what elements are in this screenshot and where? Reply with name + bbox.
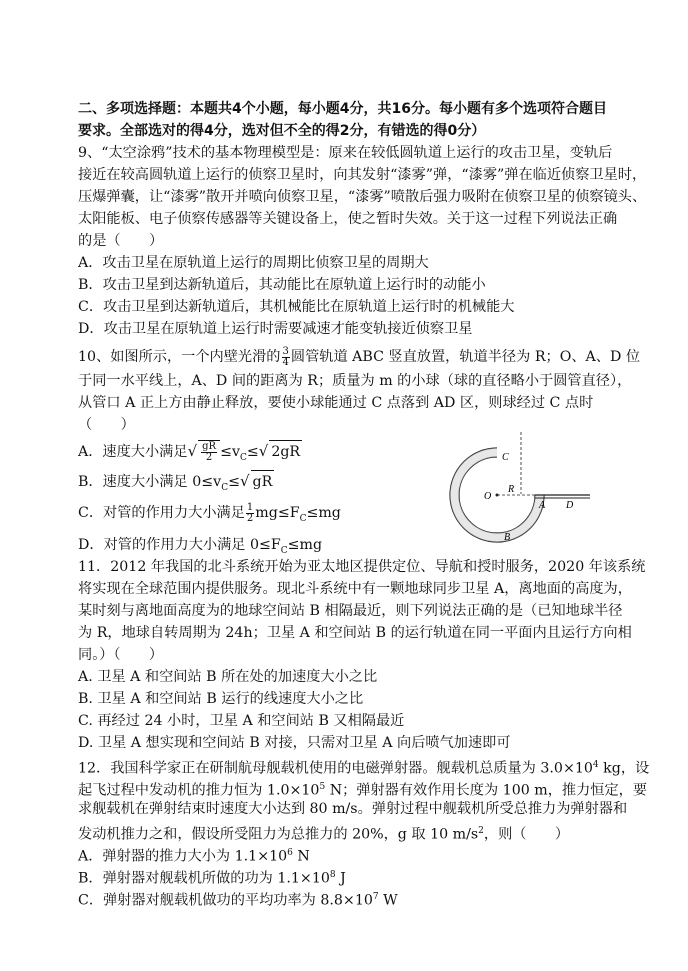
q9-option-d: D．攻击卫星在原轨道上运行时需要减速才能变轨接近侦察卫星: [78, 321, 473, 337]
label-o: O: [484, 491, 492, 502]
q10-option-a-frac-den: 2: [205, 451, 213, 463]
q10-option-b-label: B．速度大小满足 0≤v: [78, 474, 222, 490]
q12-option-c: [78, 886, 398, 912]
sqrt-icon: √: [187, 442, 198, 460]
q11-option-b: B. 卫星 A 和空间站 B 运行的线速度大小之比: [78, 691, 364, 707]
q10-option-b-le: ≤: [228, 474, 240, 490]
q9-stem-line3: 压爆弹囊，让“漆雾”散开并喷向侦察卫星，“漆雾”喷散后强力吸附在侦察卫星的侦察镜头、: [78, 189, 647, 205]
q12-l4-post: ，则（ ）: [483, 826, 570, 843]
q10-option-c-sub: C: [299, 513, 307, 524]
q12-option-b-pre: B．弹射器对舰载机所做的功为 1.1×10: [78, 870, 330, 887]
q9-stem-line5: 的是（ ）: [78, 233, 164, 249]
q12-stem-line3: 求舰载机在弹射结束时速度大小达到 80 m/s。弹射过程中舰载机所受总推力为弹射器和: [78, 801, 628, 817]
q12-option-c-sup: 7: [372, 892, 379, 902]
label-d: D: [566, 500, 574, 511]
q12-l2-sup: 5: [319, 782, 326, 792]
q9-stem-line2: 接近在较高圆轨道上运行的侦察卫星时，向其发射“漆雾”弹，“漆雾”弹在临近侦察卫星时，: [78, 167, 647, 183]
q10-frac-den: 4: [282, 356, 289, 368]
q10-option-a-le: ≤: [246, 444, 259, 460]
q10-option-b: [78, 470, 274, 499]
q11-stem-line1: 11．2012 年我国的北斗系统开始为亚太地区提供定位、导航和授时服务，2020 年该系统: [78, 559, 646, 575]
q11-stem-line5: 同。）（ ）: [78, 647, 164, 663]
q9-option-a: A．攻击卫星在原轨道上运行的周期比侦察卫星的周期大: [78, 255, 429, 271]
q9-option-b: B．攻击卫星到达新轨道后，其动能比在原轨道上运行时的动能小: [78, 277, 486, 293]
q12-l4-pre: 发动机推力之和，假设所受阻力为总推力的 20%，g 取 10 m/s: [78, 826, 479, 843]
q10-fraction: [282, 347, 290, 368]
q10-option-c-frac: [246, 503, 254, 524]
q10-option-b-sub: C: [221, 482, 229, 493]
q12-option-a-pre: A．弹射器的推力大小为 1.1×10: [78, 848, 288, 865]
q11-option-d: D. 卫星 A 想实现和空间站 B 对接，只需对卫星 A 向后喷气加速即可: [78, 735, 511, 751]
q10-option-d-sub: C: [280, 545, 288, 556]
q10-option-c-mid: mg≤F: [255, 505, 300, 521]
q12-l4-sup: 2: [478, 826, 484, 836]
q10-option-d-post: ≤mg: [287, 537, 323, 553]
q10-figure: [440, 430, 600, 555]
label-c: C: [502, 452, 509, 463]
label-a: A: [539, 500, 546, 511]
q10-stem-line4: （ ）: [78, 417, 135, 433]
q10-stem-line2: 于同一水平线上，A、D 间的距离为 R；质量为 m 的小球（球的直径略小于圆管直径），: [78, 373, 632, 389]
q10-option-c-frac-den: 2: [246, 512, 254, 524]
q10-option-b-rad: gR: [251, 470, 275, 493]
q10-option-d-label: D．对管的作用力大小满足 0≤F: [78, 537, 281, 553]
q9-stem-line1: 9、“太空涂鸦”技术的基本物理模型是：原来在较低圆轨道上运行的攻击卫星，变轨后: [78, 145, 613, 161]
q10-option-c-frac-num: 1: [246, 501, 254, 513]
section-title-line2: 要求。全部选对的得4分，选对但不全的得2分，有错选的得0分）: [78, 123, 486, 139]
q10-option-a-mid: ≤v: [220, 444, 240, 460]
q10-option-c-post: ≤mg: [306, 505, 341, 521]
q10-option-a: [78, 440, 302, 469]
q10-option-c-label: C．对管的作用力大小满足: [78, 505, 245, 521]
q10-option-a-frac: [201, 442, 217, 463]
q10-option-a-sub: C: [239, 452, 247, 463]
q11-option-a: A. 卫星 A 和空间站 B 所在处的加速度大小之比: [78, 669, 378, 685]
q10-frac-num: 3: [282, 345, 289, 357]
q12-option-a-post: N: [292, 848, 310, 865]
sqrt-icon: √: [258, 442, 269, 460]
q10-option-a-label: A．速度大小满足: [78, 444, 188, 460]
section-title-line1: 二、多项选择题：本题共4个小题，每小题4分，共16分。每小题有多个选项符合题目: [78, 101, 607, 117]
q10-option-c: [78, 502, 341, 530]
point-o: [496, 494, 499, 497]
q12-l2-pre: 起飞过程中发动机的推力恒为 1.0×10: [78, 782, 320, 799]
sqrt-icon: √: [239, 472, 250, 490]
q12-option-c-post: W: [378, 892, 398, 909]
q12-option-b-sup: 8: [329, 870, 336, 880]
label-r: R: [508, 484, 515, 495]
q10-option-a-frac-num: gR: [202, 440, 217, 452]
q12-option-c-pre: C．弹射器对舰载机做功的平均功率为 8.8×10: [78, 892, 373, 909]
q12-l1-sup: 4: [592, 760, 599, 770]
label-b: B: [504, 532, 511, 543]
q10-stem-line1: [78, 346, 640, 368]
q10-stem-line3: 从管口 A 正上方由静止释放，要使小球能通过 C 点落到 AD 区，则球经过 C 点时: [78, 395, 594, 411]
q12-l1-post: kg，设: [598, 760, 650, 777]
q11-option-c: C. 再经过 24 小时，卫星 A 和空间站 B 又相隔最近: [78, 713, 405, 729]
q9-option-c: C．攻击卫星到达新轨道后，其机械能比在原轨道上运行时的机械能大: [78, 299, 515, 315]
q12-option-a-sup: 6: [287, 848, 293, 858]
q9-stem-line4: 太阳能板、电子侦察传感器等关键设备上，使之暂时失效。关于这一过程下列说法正确: [78, 211, 618, 227]
q11-stem-line2: 将实现在全球范围内提供服务。现北斗系统中有一颗地球同步卫星 A，离地面的高度为，: [78, 581, 632, 597]
q11-stem-line4: 为 R，地球自转周期为 24h；卫星 A 和空间站 B 的运行轨道在同一平面内且运行方向相: [78, 625, 632, 641]
q12-l2-post: N；弹射器有效作用长度为 100 m，推力恒定，要: [325, 782, 648, 799]
q10-option-a-rad2: 2gR: [269, 440, 302, 463]
q12-option-b-post: J: [335, 870, 346, 887]
q10-stem-line1-pre: 10、如图所示，一个内壁光滑的: [78, 349, 281, 365]
q12-l1-pre: 12．我国科学家正在研制航母舰载机使用的电磁弹射器。舰载机总质量为 3.0×10: [78, 760, 593, 777]
q11-stem-line3: 某时刻与离地面高度为的地球空间站 B 相隔最近，则下列说法正确的是（已知地球半径: [78, 603, 623, 619]
q10-stem-line1-post: 圆管轨道 ABC 竖直放置，轨道半径为 R；O、A、D 位: [290, 349, 641, 365]
